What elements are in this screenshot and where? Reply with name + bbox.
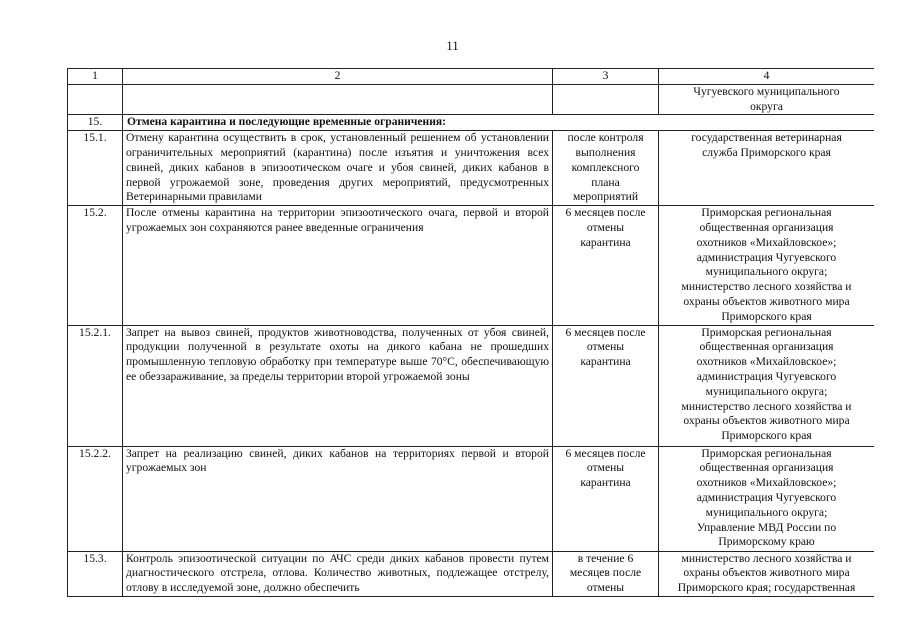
table-container [67, 68, 874, 640]
continuation-responsible: Чугуевского муниципального округа [659, 84, 875, 115]
row-responsible: Приморская региональная общественная организация охотников «Михайловское»; администрация Чугуевского муниципального округа; министерство лесного хозяйства и охраны объектов животного мира Приморского края [659, 206, 875, 325]
header-col-4: 4 [659, 69, 875, 85]
row-number: 15.2.2. [68, 446, 123, 551]
header-col-2: 2 [123, 69, 553, 85]
header-col-1: 1 [68, 69, 123, 85]
measures-table [67, 68, 874, 597]
continuation-row [68, 84, 875, 115]
row-responsible: государственная ветеринарная служба Приморского края [659, 131, 875, 206]
section-row [68, 115, 875, 131]
row-number: 15.2.1. [68, 325, 123, 446]
row-responsible: Приморская региональная общественная организация охотников «Михайловское»; администрация Чугуевского муниципального округа; министерство лесного хозяйства и охраны объектов животного мира Приморского края [659, 325, 875, 446]
table-header-row [68, 69, 875, 85]
row-deadline: 6 месяцев после отмены карантина [553, 206, 659, 325]
row-responsible: министерство лесного хозяйства и охраны объектов животного мира Приморского края; государственная [659, 551, 875, 596]
row-deadline: после контроля выполнения комплексного плана мероприятий [553, 131, 659, 206]
row-measure: После отмены карантина на территории эпизоотического очага, первой и второй угрожаемых зон сохраняются ранее введенные ограничения [123, 206, 553, 325]
table-row [68, 446, 875, 551]
row-number: 15.2. [68, 206, 123, 325]
row-responsible: Приморская региональная общественная организация охотников «Михайловское»; администрация Чугуевского муниципального округа; Управление МВД России по Приморскому краю [659, 446, 875, 551]
table-row [68, 551, 875, 596]
section-title: Отмена карантина и последующие временные ограничения: [123, 115, 875, 131]
header-col-3: 3 [553, 69, 659, 85]
row-deadline: 6 месяцев после отмены карантина [553, 325, 659, 446]
page-number: 11 [446, 38, 459, 53]
row-measure: Запрет на реализацию свиней, диких кабанов на территориях первой и второй угрожаемых зон [123, 446, 553, 551]
row-number: 15.3. [68, 551, 123, 596]
row-deadline: 6 месяцев после отмены карантина [553, 446, 659, 551]
section-number: 15. [68, 115, 123, 131]
row-number: 15.1. [68, 131, 123, 206]
table-row [68, 206, 875, 325]
row-measure: Отмену карантина осуществить в срок, установленный решением об установлении ограничительных мероприятий (карантина) после изъятия и уничтожения всех свиней, диких кабанов в эпизоотическом очаге и убоя свиней, диких кабанов в первой угрожаемой зоне, проведения других мероприятий, предусмотренных Ветеринарными правилами [123, 131, 553, 206]
table-row [68, 131, 875, 206]
row-deadline: в течение 6 месяцев после отмены [553, 551, 659, 596]
row-measure: Контроль эпизоотической ситуации по АЧС среди диких кабанов провести путем диагностического отстрела, отлова. Количество животных, подлежащее отстрелу, отлову в исследуемой зоне, должно обеспечить [123, 551, 553, 596]
table-row [68, 325, 875, 446]
row-measure: Запрет на вывоз свиней, продуктов животноводства, полученных от убоя свиней, продукции полученной в результате охоты на дикого кабана не прошедших промышленную тепловую обработку при температуре выше 70°С, обеспечивающую ее обеззараживание, за пределы территории второй угрожаемой зоны [123, 325, 553, 446]
